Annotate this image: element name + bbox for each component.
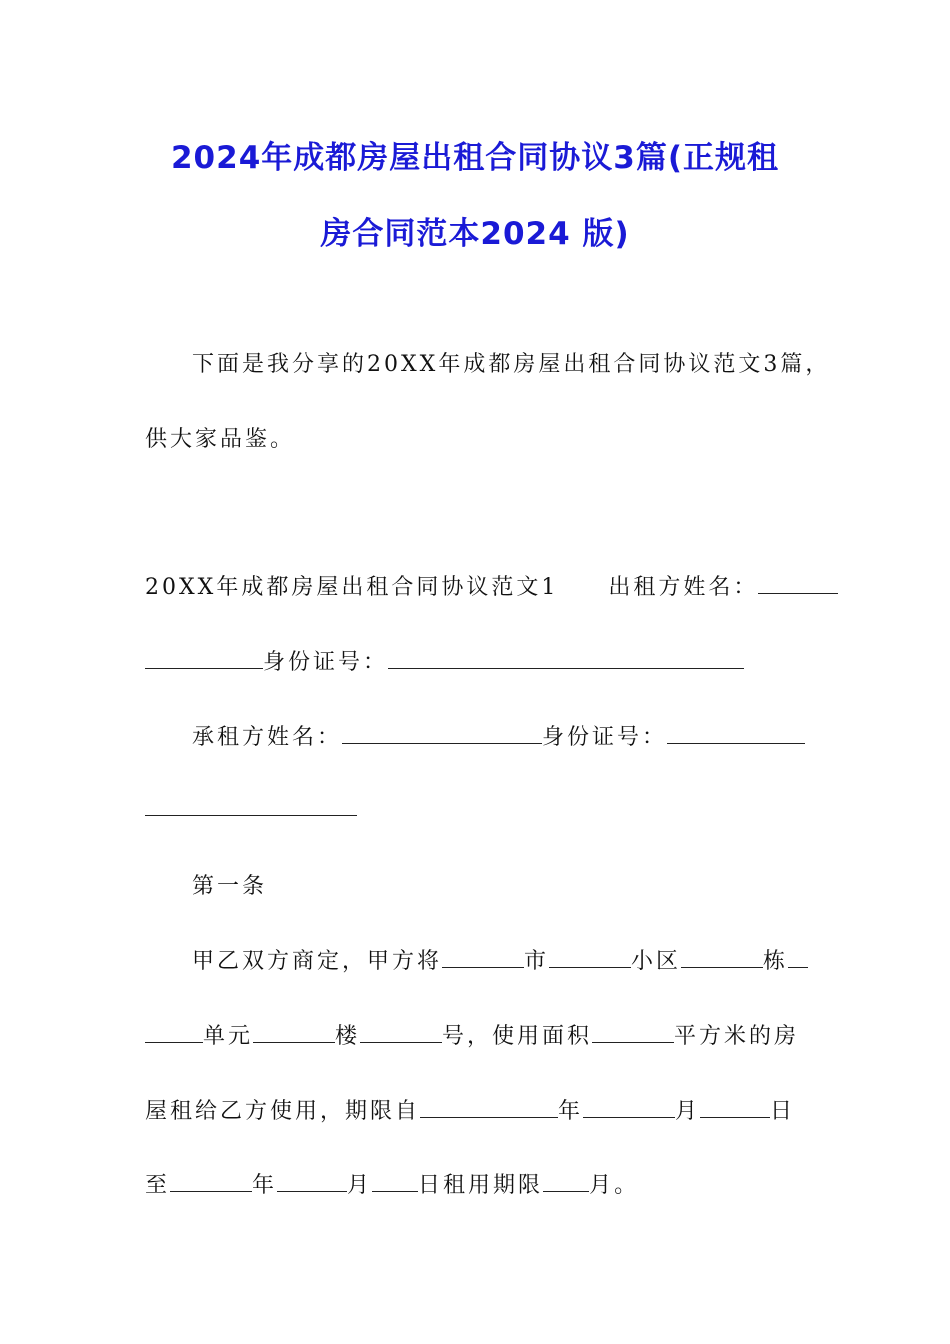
lessee-name-blank[interactable] <box>342 723 542 744</box>
article-1-heading: 第一条 <box>192 874 268 899</box>
contract-section-line <box>145 570 838 601</box>
intro-line2: 供大家品鉴。 <box>145 427 296 452</box>
lessor-id-line <box>145 645 744 676</box>
unit-label: 单元 <box>203 1024 254 1049</box>
article-1-line1 <box>192 944 808 975</box>
lessee-id-label: 身份证号： <box>542 725 668 750</box>
lessee-line <box>192 720 805 751</box>
lessor-name-blank[interactable] <box>758 573 838 594</box>
floor-label: 楼 <box>335 1024 361 1049</box>
article-1-line3 <box>145 1094 795 1125</box>
number-area-label: 号，使用面积 <box>442 1024 593 1049</box>
end-day-blank[interactable] <box>372 1171 418 1192</box>
to-label: 至 <box>145 1173 171 1198</box>
building-label: 栋 <box>763 949 789 974</box>
city-blank[interactable] <box>442 947 524 968</box>
term-text: 日租用期限 <box>418 1173 544 1198</box>
start-year-label: 年 <box>558 1099 584 1124</box>
lessee-name-label: 承租方姓名： <box>192 725 343 750</box>
community-label: 小区 <box>631 949 682 974</box>
lessor-name-blank-cont[interactable] <box>145 648 263 669</box>
document-title-line2: 房合同范本2024 版) <box>320 216 630 252</box>
city-label: 市 <box>524 949 550 974</box>
unit-blank-cont[interactable] <box>145 1022 203 1043</box>
intro-line1: 下面是我分享的20XX年成都房屋出租合同协议范文3篇， <box>192 352 831 377</box>
lessor-id-label: 身份证号： <box>263 650 389 675</box>
start-day-blank[interactable] <box>700 1097 770 1118</box>
end-month-blank[interactable] <box>277 1171 347 1192</box>
lessee-id-blank[interactable] <box>667 723 805 744</box>
area-suffix: 平方米的房 <box>674 1024 800 1049</box>
end-year-label: 年 <box>252 1173 278 1198</box>
start-year-blank[interactable] <box>420 1097 558 1118</box>
lessee-id-blank-cont[interactable] <box>145 795 357 816</box>
agreement-text: 甲乙双方商定，甲方将 <box>192 949 443 974</box>
article-1-line2 <box>145 1019 799 1050</box>
unit-blank[interactable] <box>788 947 808 968</box>
building-blank[interactable] <box>681 947 763 968</box>
lease-term-text: 屋租给乙方使用，期限自 <box>145 1099 421 1124</box>
community-blank[interactable] <box>549 947 631 968</box>
start-month-blank[interactable] <box>583 1097 675 1118</box>
number-blank[interactable] <box>360 1022 442 1043</box>
area-blank[interactable] <box>592 1022 674 1043</box>
section-heading: 20XX年成都房屋出租合同协议范文1 <box>145 575 559 600</box>
lessee-id-cont-line <box>145 795 357 822</box>
end-month-label: 月 <box>347 1173 373 1198</box>
lessor-name-label: 出租方姓名： <box>608 575 759 600</box>
start-day-label: 日 <box>770 1099 796 1124</box>
start-month-label: 月 <box>675 1099 701 1124</box>
term-months-blank[interactable] <box>543 1171 589 1192</box>
floor-blank[interactable] <box>253 1022 335 1043</box>
term-month-label: 月。 <box>589 1173 640 1198</box>
article-1-line4 <box>145 1168 639 1199</box>
document-title-line1: 2024年成都房屋出租合同协议3篇(正规租 <box>170 140 779 176</box>
end-year-blank[interactable] <box>170 1171 252 1192</box>
lessor-id-blank[interactable] <box>388 648 744 669</box>
